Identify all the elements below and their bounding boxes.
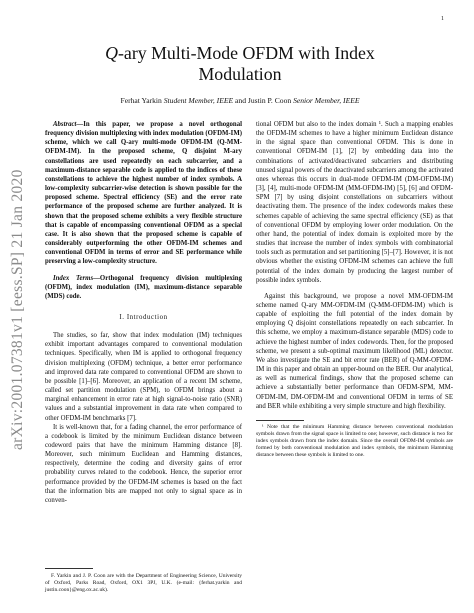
right-column — [256, 120, 453, 459]
abstract — [45, 120, 242, 267]
title-line-2: Modulation — [198, 64, 282, 84]
title-line-1-text: -ary Multi-Mode OFDM with Index — [118, 43, 375, 63]
author-line — [50, 96, 430, 105]
title-line-1 — [60, 43, 420, 64]
intro-paragraph-3: tional OFDM but also to the index domain ¹. Such a mapping enables the OFDM-IM schemes to have a higher minimum Euclidean distance in the signal space than conventional OFDM. This is done in conventional OFDM-IM [1], [2] by embedding data into the combinations of activated/deactivated subcarriers and distributing unused signal powers of the deactivated subcarriers among the activated ones whereas this occurs in dual-mode OFDM-IM (DM-OFDM-IM) [3], [4], multi-mode OFDM-IM (MM-OFDM-IM) [5], [6] and OFDM-SPM [7] by using disjoint constellations on subcarriers without deactivating them. The presence of the index codewords makes these schemes capable of achieving the same spectral efficiency (SE) as that of conventional OFDM by employing lower order modulation. On the other hand, the potential of index domain is exploited more by the studies that increase the number of index symbols with combinatorial tools such as permutation and set partitioning [5]–[7]. However, it is not obvious whether the existing OFDM-IM schemes can achieve the full potential of the index domain by producing the largest number of possible index symbols. — [256, 121, 453, 284]
affiliation-text: F. Yarkin and J. P. Coon are with the Department of Engineering Science, University of Oxford, Parks Road, Oxford, OX1 3PJ, U.K. (e-mail: {ferhat.yarkin and justin.coon}@eng.ox.ac.uk). — [45, 573, 242, 593]
index-terms-label: Index Terms — [53, 274, 94, 282]
author-1-name: Ferhat Yarkin — [120, 96, 164, 105]
author-connector: and Justin P. Coon — [233, 96, 294, 105]
author-affiliation-footnote — [45, 573, 242, 594]
author-1-role: Student Member, IEEE — [163, 96, 234, 105]
arxiv-stamp: arXiv:2001.07381v1 [eess.SP] 21 Jan 2020 — [9, 169, 26, 451]
intro-paragraph-1: The studies, so far, show that index modulation (IM) techniques exhibit important advantages compared to conventional modulation techniques. Specifically, when IM is applied to orthogonal frequency division multiplexing (OFDM) technique, a better error performance and improved data rate compared to conventional OFDM are shown to be possible [1]–[6]. Moreover, an application of a recent IM scheme, called set partition modulation (SPM), to OFDM brings about a marginal enhancement in error rate at high signal-to-noise ratio (SNR) values and a substantial improvement in data rate when compared to other OFDM-IM benchmarks [7]. — [45, 332, 242, 422]
abstract-body: —In this paper, we propose a novel orthogonal frequency division multiplexing with index modulation (OFDM-IM) scheme, which we call Q-ary multi-mode OFDM-IM (Q-MM-OFDM-IM). In the proposed scheme, Q disjoint M-ary constellations are used repeatedly on each subcarrier, and a maximum-distance separable code is applied to the indices of these constellations to achieve the highest number of index symbols. A low-complexity subcarrier-wise detection is shown possible for the proposed scheme. Spectral efficiency (SE) and the error rate performance of the proposed scheme are further analyzed. It is shown that the proposed scheme exhibits a very flexible structure that is capable of encompassing conventional OFDM as a special case. It is also shown that the proposed scheme is capable of considerably outperforming the other OFDM-IM schemes and conventional OFDM in terms of error and SE performance while preserving a low-complexity structure. — [45, 121, 242, 266]
section-heading-introduction: I. Introduction — [119, 313, 168, 321]
paper-title — [60, 43, 420, 85]
intro-paragraph-4: Against this background, we propose a novel MM-OFDM-IM scheme named Q-ary MM-OFDM-IM (Q-MM-OFDM-IM) which is capable of exploiting the full potential of the index domain by employing Q disjoint constellations repeatedly on each subcarrier. In this scheme, we employ a maximum-distance separable (MDS) code to achieve the highest number of index codewords. Then, for the proposed scheme, we present a sub-optimal maximum likelihood (ML) detector. We also investigate the SE and bit error rate (BER) of Q-MM-OFDM-IM in this paper and obtain an upper-bound on the BER. Our analytical, as well as numerical findings, show that the proposed scheme can achieve a substantially better performance than OFDM-SPM, MM-OFDM-IM, DM-OFDM-IM and conventional OFDM in terms of SE and BER while exhibiting a very simple structure and high flexibility. — [256, 292, 453, 410]
footnote-divider — [45, 568, 93, 569]
abstract-label: Abstract — [53, 121, 77, 128]
left-column — [45, 120, 242, 505]
intro-paragraph-2: It is well-known that, for a fading channel, the error performance of a codebook is limited by the minimum Euclidean distance between codeword pairs that have the minimum Hamming distance [8]. Moreover, such minimum Euclidean and Hamming distances, respectively, determine the coding and diversity gains of error probability curves related to the codebook. Hence, the superior error performance provided by the OFDM-IM schemes is based on the fact that the information bits are mapped not only to signal space as in conven- — [45, 423, 242, 504]
page-number: 1 — [441, 16, 444, 22]
footnote-1: ¹ Note that the minimum Hamming distance between conventional modulation symbols drawn from the signal space is limited to one; however, such distance is two for index symbols drawn from the index domain. Since the overall OFDM-IM symbols are formed by both conventional modulation and index symbols, the minimum Hamming distance between these symbols is limited to one. — [256, 423, 453, 458]
author-2-role: Senior Member, IEEE — [293, 96, 360, 105]
title-q-symbol: Q — [105, 43, 119, 63]
footnote-divider-right — [256, 420, 304, 421]
index-terms — [45, 274, 242, 301]
index-terms-body: —Orthogonal frequency division multiplexing (OFDM), index modulation (IM), maximum-distance separable (MDS) code. — [45, 274, 242, 300]
